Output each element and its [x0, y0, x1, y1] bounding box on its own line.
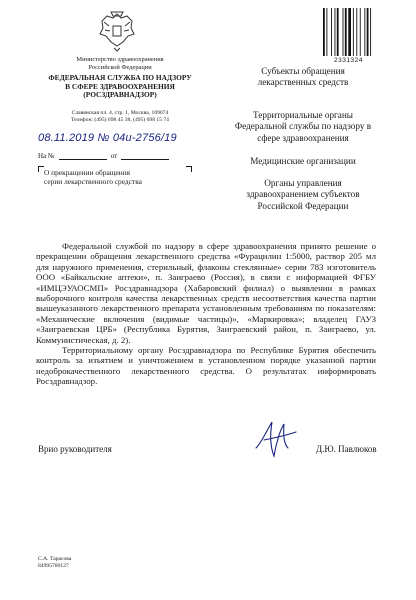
recipient-line: здравоохранением субъектов: [246, 189, 360, 200]
reference-from-label: от: [110, 152, 118, 160]
recipient-line: Российской Федерации: [257, 200, 349, 211]
recipient-group-2: [208, 110, 398, 144]
recipient-line: Федеральной службы по надзору в: [234, 121, 372, 132]
barcode: [322, 8, 392, 56]
executor-name: С.А. Тарасова: [38, 556, 72, 562]
subject-line-1: О прекращении обращения: [44, 168, 131, 177]
address-block: [38, 110, 202, 124]
service-line-2: В СФЕРЕ ЗДРАВООХРАНЕНИЯ: [65, 81, 175, 91]
reference-line: [38, 152, 173, 160]
subject-line-2: серии лекарственного средства: [44, 177, 142, 186]
letter-body: [36, 241, 376, 387]
recipient-line: Территориальные органы: [253, 110, 353, 120]
body-paragraph-1: Федеральной службой по надзору в сфере здравоохранения принято решение о прекращении обращения лекарственного средства «Фурацилин 1:5000, раствор 205 мл для наружного применения, стерильный, флаконы стеклянные» серии 783 изготовитель ООО «Байкальские аптеки», п. Заиграево (Россия), в связи с информацией ФГБУ «ИМЦЭУАОСМП» Росздравнадзора (Хабаровский филиал) о выявлении в рамках выборочного контроля качества лекарственных средств несоответствия качества партии вышеуказанного лекарственного препарата установленным требованиям по показателям: «Механические включения (видимые частицы)», «Маркировка»; владелец ГАУЗ «Заиграевская ЦРБ» (Республика Бурятия, Заиграевский район, п. Заиграево, ул. Коммунистическая, д. 2).: [36, 241, 376, 345]
recipient-line: Медицинские организации: [250, 156, 356, 166]
bracket-corner-right: [186, 166, 192, 172]
recipient-line: лекарственных средств: [257, 77, 349, 88]
handwritten-signature: [250, 418, 300, 460]
bracket-corner-left: [38, 166, 44, 172]
executor-block: [38, 556, 71, 570]
phone-line: Телефон: (495) 698 45 38, (495) 698 15 74: [71, 117, 169, 123]
service-line-1: ФЕДЕРАЛЬНАЯ СЛУЖБА ПО НАДЗОРУ: [48, 73, 192, 82]
service-name: [38, 74, 202, 100]
recipient-line: Субъекты обращения: [261, 66, 345, 76]
recipient-group-4: [208, 178, 398, 212]
barcode-number: 2331324: [334, 57, 363, 64]
ministry-line-2: Российской Федерации: [88, 63, 152, 71]
handwritten-registration: 08.11.2019 № 04и-2756/19: [38, 132, 177, 144]
reference-no-blank: [59, 152, 107, 160]
recipient-line: Органы управления: [264, 178, 342, 188]
service-line-3: (РОСЗДРАВНАДЗОР): [83, 90, 157, 100]
address-line: Славянская пл. 4, стр. 1, Москва, 109074: [71, 110, 169, 116]
executor-phone: 84995780127: [38, 563, 69, 569]
ministry-line-1: Министерство здравоохранения: [76, 56, 164, 63]
body-paragraph-2: Территориальному органу Росздравнадзора по Республике Бурятия обеспечить контроль за изъятием и уничтожением в установленном порядке указанной партии недоброкачественного лекарственного средства. О результатах информировать Росздравнадзор.: [36, 345, 376, 387]
reference-no-label: На №: [38, 152, 55, 160]
recipient-line: сфере здравоохранения: [257, 132, 349, 143]
ministry-name: [38, 56, 202, 71]
recipient-group-1: [208, 66, 398, 89]
recipient-group-3: [208, 156, 398, 167]
reference-date-blank: [121, 152, 169, 160]
signatory-name: Д.Ю. Павлюков: [316, 444, 377, 454]
coat-of-arms-emblem: [94, 8, 140, 52]
signatory-title: Врио руководителя: [38, 444, 112, 454]
subject-block: [44, 168, 194, 186]
